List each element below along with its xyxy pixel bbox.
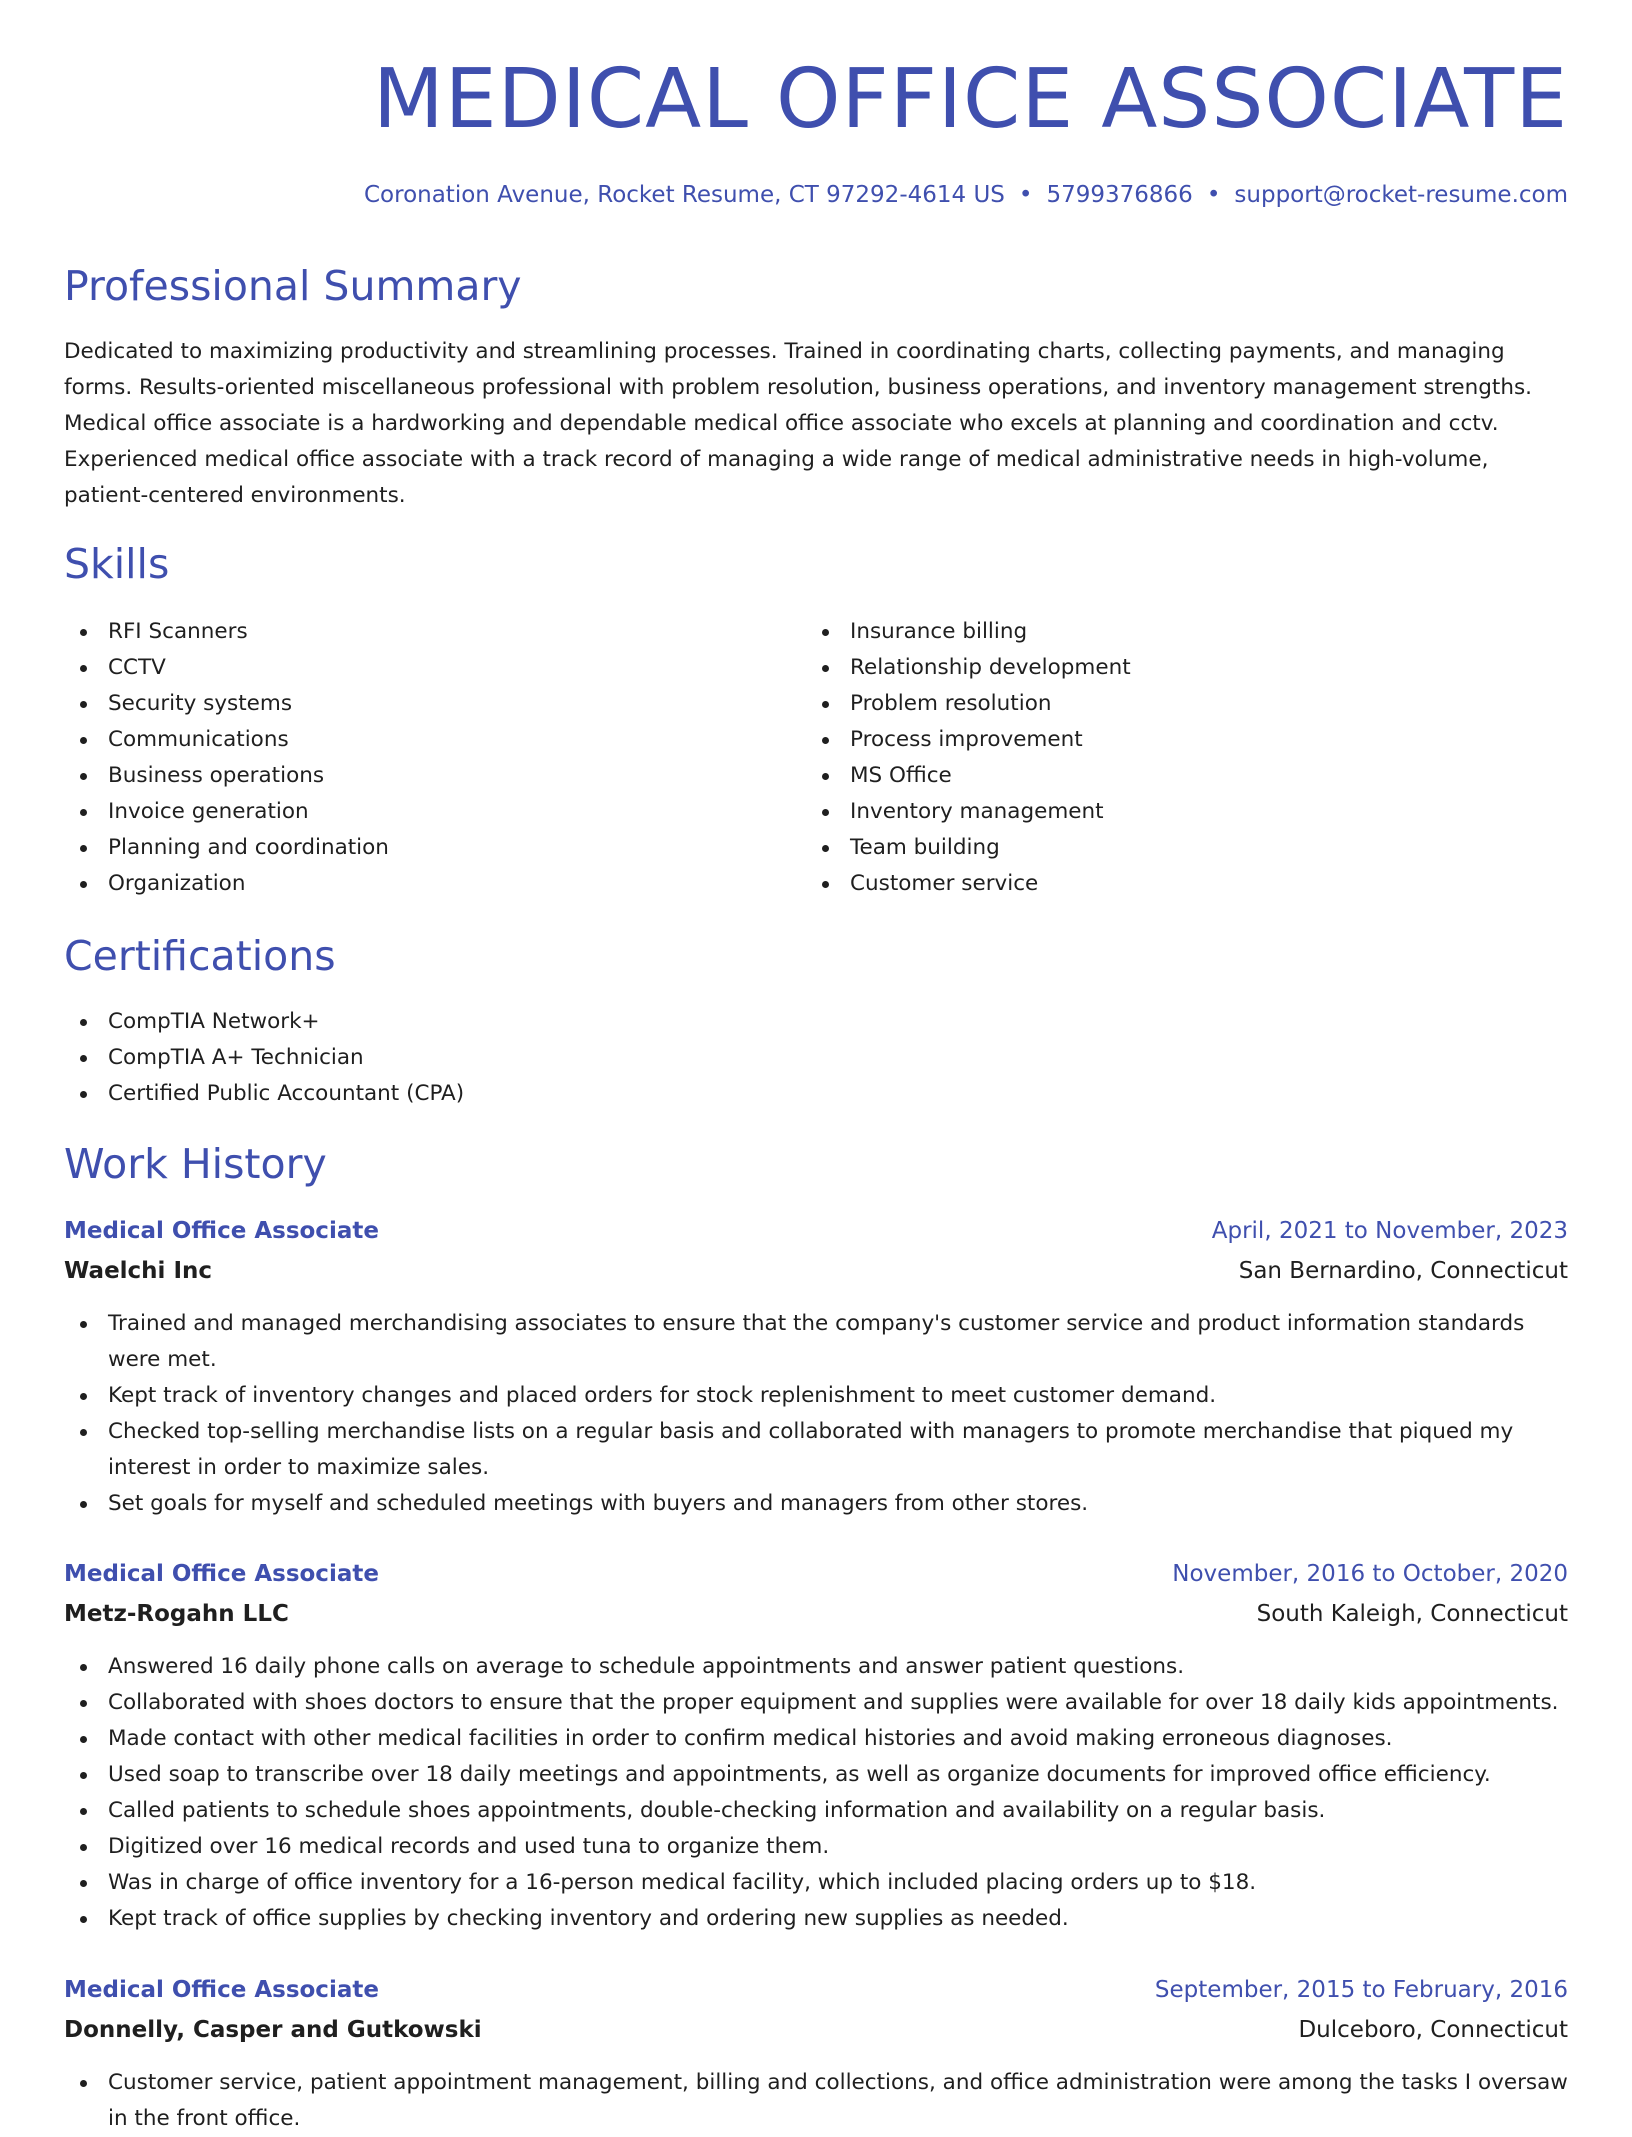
list-item: Was in charge of office inventory for a 16-person medical facility, which included placing orders up to $18. xyxy=(64,1865,1568,1901)
job-dates: April, 2021 to November, 2023 xyxy=(1211,1218,1568,1244)
contact-line xyxy=(364,180,1568,210)
job-dates: September, 2015 to February, 2016 xyxy=(1154,1977,1568,2003)
list-item: CCTV xyxy=(64,650,764,686)
list-item: Trained and managed merchandising associates to ensure that the company's customer service and product information standards were met. xyxy=(64,1306,1568,1378)
list-item: Made contact with other medical facilities in order to confirm medical histories and avoid making erroneous diagnoses. xyxy=(64,1721,1568,1757)
job-duties xyxy=(64,1649,1568,1937)
job-role: Medical Office Associate xyxy=(64,1977,379,2003)
list-item: Customer service xyxy=(806,866,1566,902)
job-header xyxy=(64,1970,1568,2050)
list-item: Process improvement xyxy=(806,722,1566,758)
list-item: Called patients to schedule shoes appointments, double-checking information and availability on a regular basis. xyxy=(64,1793,1568,1829)
job-company: Waelchi Inc xyxy=(64,1258,213,1284)
job-role: Medical Office Associate xyxy=(64,1561,379,1587)
list-item: Answered 16 daily phone calls on average to schedule appointments and answer patient questions. xyxy=(64,1649,1568,1685)
job-company: Metz-Rogahn LLC xyxy=(64,1601,289,1627)
job-location: San Bernardino, Connecticut xyxy=(1238,1258,1568,1284)
list-item: Customer service, patient appointment management, billing and collections, and office administration were among the tasks I oversaw in the front office. xyxy=(64,2065,1568,2137)
list-item: Team building xyxy=(806,830,1566,866)
job-header xyxy=(64,1211,1568,1291)
list-item: CompTIA Network+ xyxy=(64,1004,1568,1040)
list-item: CompTIA A+ Technician xyxy=(64,1040,1568,1076)
certifications-heading: Certifications xyxy=(64,932,336,980)
list-item: Business operations xyxy=(64,758,764,794)
list-item: Certified Public Accountant (CPA) xyxy=(64,1076,1568,1112)
certifications-list xyxy=(64,1004,1568,1112)
list-item: Relationship development xyxy=(806,650,1566,686)
job-header xyxy=(64,1554,1568,1634)
list-item: Inventory management xyxy=(806,794,1566,830)
contact-email: support@rocket-resume.com xyxy=(1234,182,1568,208)
contact-separator: • xyxy=(1018,182,1033,208)
list-item: Communications xyxy=(64,722,764,758)
summary-text: Dedicated to maximizing productivity and streamlining processes. Trained in coordinating charts, collecting payments, and managing forms. Results-oriented miscellaneous professional with problem resolution, business operations, and inventory management strengths. Medical office associate is a hardworking and dependable medical office associate who excels at planning and coordination and cctv. Experienced medical office associate with a track record of managing a wide range of medical administrative needs in high-volume, patient-centered environments. xyxy=(64,339,1532,508)
skills-list-left xyxy=(64,614,764,902)
skills-heading: Skills xyxy=(64,540,170,588)
summary-heading: Professional Summary xyxy=(64,262,522,310)
list-item: Kept track of office supplies by checking inventory and ordering new supplies as needed. xyxy=(64,1901,1568,1937)
list-item: Set goals for myself and scheduled meetings with buyers and managers from other stores. xyxy=(64,1486,1568,1522)
list-item: Kept track of inventory changes and placed orders for stock replenishment to meet customer demand. xyxy=(64,1378,1568,1414)
job-location: South Kaleigh, Connecticut xyxy=(1256,1601,1568,1627)
contact-address: Coronation Avenue, Rocket Resume, CT 97292-4614 US xyxy=(363,182,1005,208)
job-duties xyxy=(64,2065,1568,2137)
job-duties xyxy=(64,1306,1568,1522)
list-item: Security systems xyxy=(64,686,764,722)
job-role: Medical Office Associate xyxy=(64,1218,379,1244)
list-item: Invoice generation xyxy=(64,794,764,830)
job-location: Dulceboro, Connecticut xyxy=(1298,2017,1568,2043)
list-item: MS Office xyxy=(806,758,1566,794)
list-item: Collaborated with shoes doctors to ensure that the proper equipment and supplies were available for over 18 daily kids appointments. xyxy=(64,1685,1568,1721)
list-item: Digitized over 16 medical records and used tuna to organize them. xyxy=(64,1829,1568,1865)
list-item: Problem resolution xyxy=(806,686,1566,722)
list-item: RFI Scanners xyxy=(64,614,764,650)
list-item: Used soap to transcribe over 18 daily meetings and appointments, as well as organize documents for improved office efficiency. xyxy=(64,1757,1568,1793)
list-item: Planning and coordination xyxy=(64,830,764,866)
list-item: Insurance billing xyxy=(806,614,1566,650)
list-item: Organization xyxy=(64,866,764,902)
resume-title: MEDICAL OFFICE ASSOCIATE xyxy=(373,52,1568,147)
job-dates: November, 2016 to October, 2020 xyxy=(1172,1561,1568,1587)
skills-list-right xyxy=(806,614,1566,902)
contact-phone: 5799376866 xyxy=(1046,182,1193,208)
work-history-heading: Work History xyxy=(64,1140,327,1188)
contact-separator: • xyxy=(1206,182,1221,208)
list-item: Checked top-selling merchandise lists on a regular basis and collaborated with managers to promote merchandise that piqued my interest in order to maximize sales. xyxy=(64,1414,1568,1486)
job-company: Donnelly, Casper and Gutkowski xyxy=(64,2017,482,2043)
